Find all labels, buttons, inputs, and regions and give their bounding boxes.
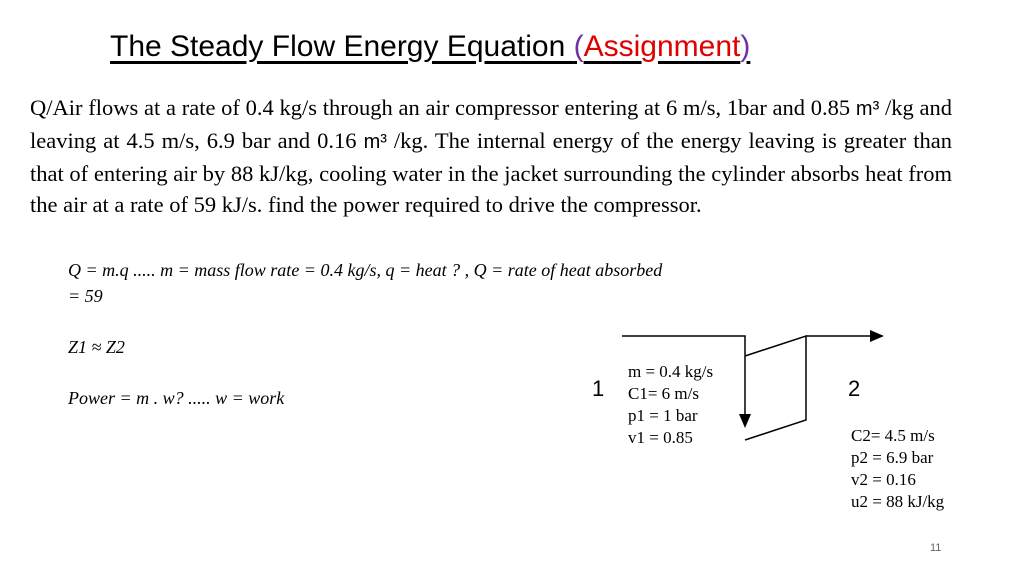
state-2-label: 2: [848, 376, 861, 401]
note-heat-rate: Q = m.q ..... m = mass flow rate = 0.4 kg/s, q = heat ? , Q = rate of heat absorbed: [68, 260, 663, 280]
outlet-velocity: C2= 4.5 m/s: [851, 426, 935, 445]
inlet-mass-flow: m = 0.4 kg/s: [628, 362, 714, 381]
outlet-pressure: p2 = 6.9 bar: [851, 448, 934, 467]
problem-part-1: Q/Air flows at a rate of 0.4 kg/s through an air compressor entering at 6 m/s, 1bar and 0.85: [30, 95, 856, 120]
problem-part-2: /kg and leaving at 4.5 m/s, 6.9 bar and 0.16: [30, 95, 952, 153]
inlet-velocity: C1= 6 m/s: [628, 384, 699, 403]
note-heat-value: = 59: [68, 286, 103, 306]
inlet-pressure: p1 = 1 bar: [628, 406, 698, 425]
title-main: The Steady Flow Energy Equation: [110, 30, 574, 63]
outlet-arrow: [806, 330, 884, 342]
problem-part-3: /kg. The internal energy of the energy leaving is greater than that of entering air by 88 kJ/kg, cooling water in the jacket surrounding the cylinder absorbs heat from the air at a rate of 59 kJ/s. find the power required to drive the compressor.: [30, 128, 952, 217]
outlet-specific-volume: v2 = 0.16: [851, 470, 916, 489]
outlet-internal-energy: u2 = 88 kJ/kg: [851, 492, 945, 511]
title-open-paren: (: [573, 30, 584, 63]
inlet-conditions: [628, 361, 713, 449]
title-assignment: Assignment: [583, 30, 741, 63]
state-1-label: 1: [592, 376, 605, 401]
unit-m3-outlet: m³: [363, 131, 387, 153]
unit-m3-inlet: m³: [855, 98, 880, 120]
page-number: 11: [930, 542, 942, 554]
note-elevation: Z1 ≈ Z2: [68, 337, 125, 357]
note-power: Power = m . w? ..... w = work: [68, 388, 285, 408]
compressor-shape: [745, 336, 806, 440]
inlet-specific-volume: v1 = 0.85: [628, 428, 693, 447]
outlet-conditions: [851, 425, 944, 513]
title-close-paren: ): [740, 30, 751, 63]
